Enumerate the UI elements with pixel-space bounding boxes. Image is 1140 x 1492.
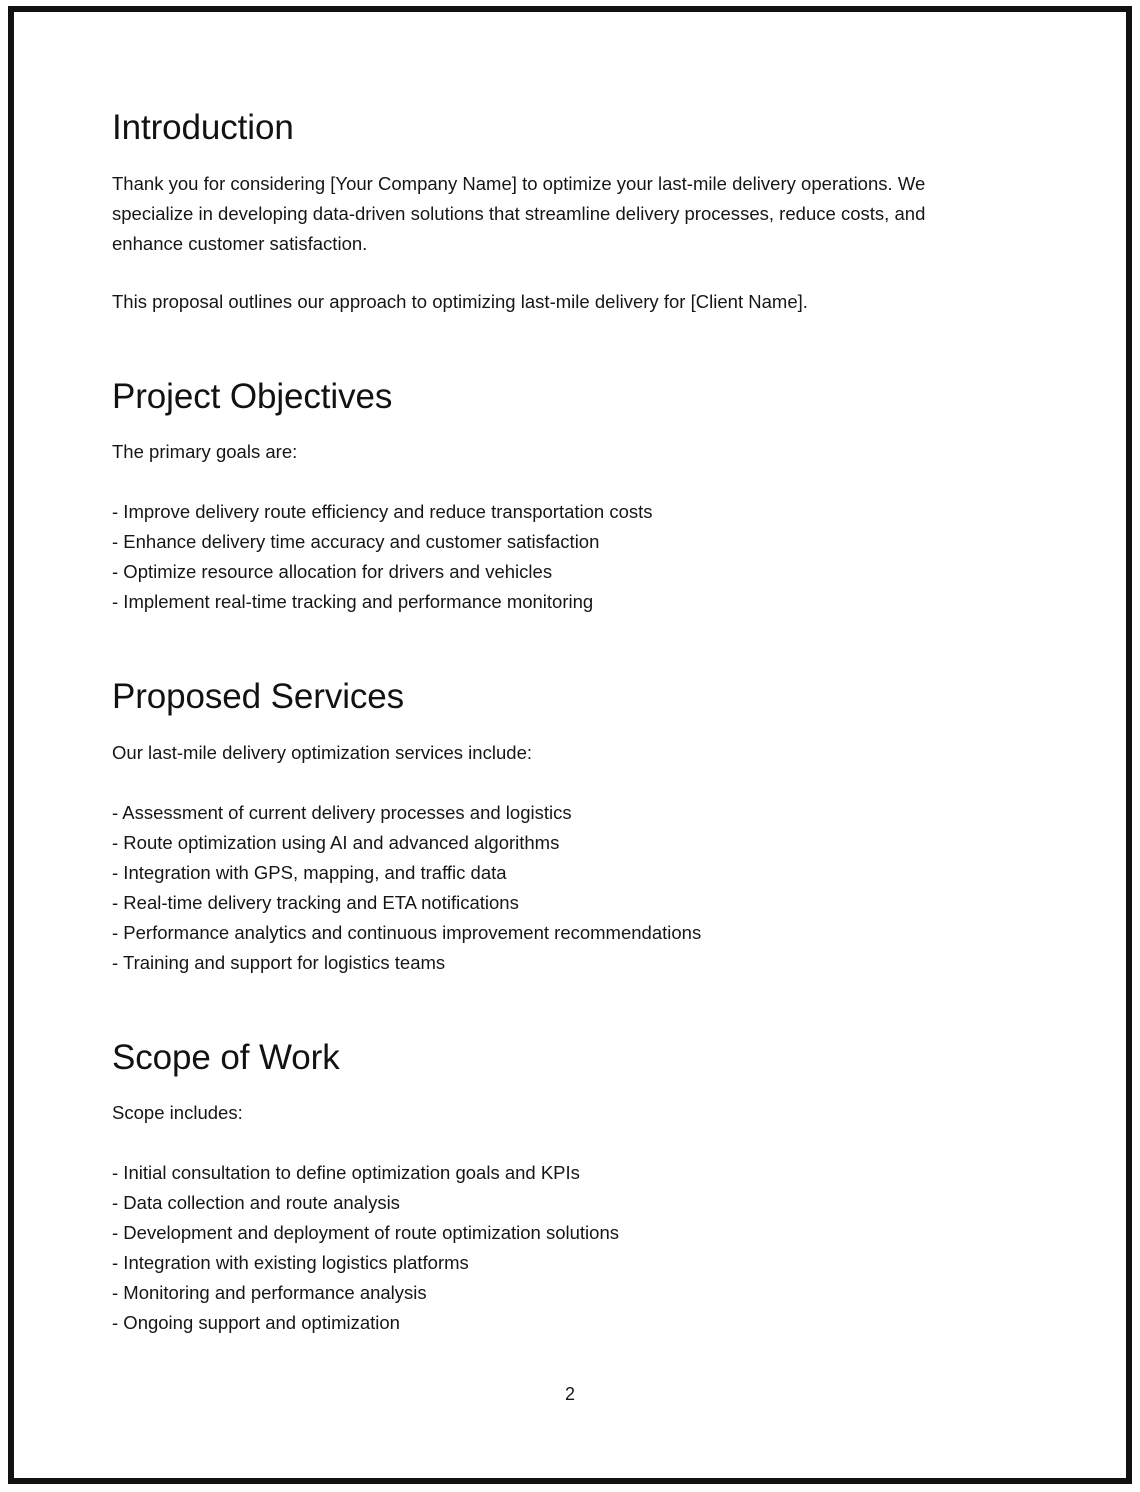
list-item: - Implement real-time tracking and performance monitoring bbox=[112, 591, 594, 613]
list-item: - Integration with existing logistics platforms bbox=[112, 1251, 469, 1273]
list-item: - Monitoring and performance analysis bbox=[112, 1281, 427, 1303]
list-item: - Development and deployment of route optimization solutions bbox=[112, 1221, 619, 1243]
section-scope-of-work bbox=[112, 1038, 984, 1338]
list-item: - Training and support for logistics teams bbox=[112, 951, 446, 973]
list-item: - Ongoing support and optimization bbox=[112, 1311, 400, 1333]
page-content-area bbox=[14, 12, 1126, 1478]
list-item: - Integration with GPS, mapping, and traffic data bbox=[112, 861, 507, 883]
page-number: 2 bbox=[564, 1384, 575, 1404]
project-objectives-list bbox=[112, 497, 984, 617]
page-border-frame bbox=[8, 6, 1132, 1484]
content-column bbox=[112, 108, 984, 1338]
section-project-objectives bbox=[112, 377, 984, 617]
list-item: - Route optimization using AI and advanced algorithms bbox=[112, 831, 560, 853]
list-item: - Real-time delivery tracking and ETA notifications bbox=[112, 891, 519, 913]
list-item: - Performance analytics and continuous improvement recommendations bbox=[112, 921, 702, 943]
introduction-paragraph-1: Thank you for considering [Your Company Name] to optimize your last-mile delivery operations. We specialize in developing data-driven solutions that streamline delivery processes, reduce costs, and enhance customer satisfaction. bbox=[112, 173, 926, 255]
list-item: - Optimize resource allocation for drivers and vehicles bbox=[112, 561, 553, 583]
heading-scope-of-work: Scope of Work bbox=[112, 1037, 340, 1077]
list-item: - Improve delivery route efficiency and reduce transportation costs bbox=[112, 501, 653, 523]
heading-project-objectives: Project Objectives bbox=[112, 377, 393, 417]
section-proposed-services bbox=[112, 677, 984, 977]
list-item: - Initial consultation to define optimization goals and KPIs bbox=[112, 1161, 580, 1183]
scope-of-work-list bbox=[112, 1158, 984, 1338]
heading-introduction: Introduction bbox=[112, 108, 294, 147]
proposed-services-intro-line: Our last-mile delivery optimization services include: bbox=[112, 741, 533, 763]
heading-proposed-services: Proposed Services bbox=[112, 677, 405, 717]
scope-of-work-intro-line: Scope includes: bbox=[112, 1101, 243, 1123]
section-introduction bbox=[112, 108, 984, 317]
proposed-services-list bbox=[112, 798, 984, 978]
list-item: - Enhance delivery time accuracy and customer satisfaction bbox=[112, 531, 600, 553]
list-item: - Assessment of current delivery processes and logistics bbox=[112, 801, 572, 823]
introduction-paragraph-2: This proposal outlines our approach to optimizing last-mile delivery for [Client Name]. bbox=[112, 291, 808, 313]
list-item: - Data collection and route analysis bbox=[112, 1191, 400, 1213]
project-objectives-intro-line: The primary goals are: bbox=[112, 441, 298, 463]
